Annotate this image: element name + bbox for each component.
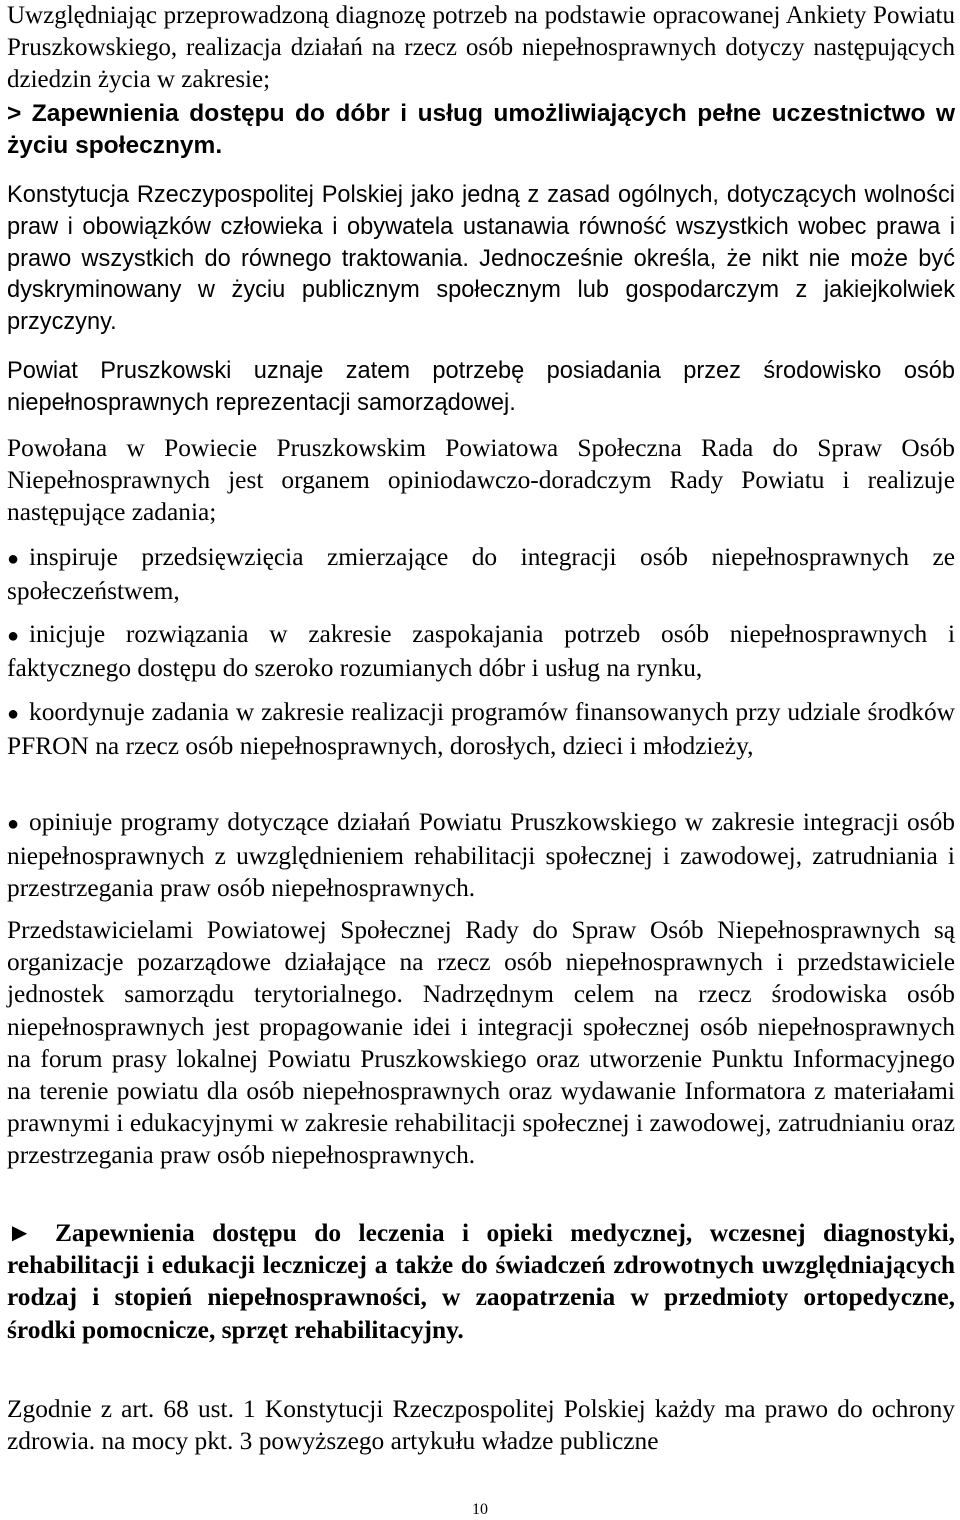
powiat-paragraph: Powiat Pruszkowski uznaje zatem potrzebę posiadania przez środowisko osób niepełnosprawnych reprezentacji samorządowej.	[7, 358, 955, 416]
intro-paragraph: Uwzględniając przeprowadzoną diagnozę potrzeb na podstawie opracowanej Ankiety Powiatu Pruszkowskiego, realizacja działań na rzecz osób niepełnosprawnych dotyczy następujących dziedzin życia w zakresie;	[7, 2, 955, 93]
bullet-icon: ●	[7, 548, 20, 570]
list-item	[7, 618, 955, 684]
page-number: 10	[472, 1501, 488, 1518]
list-item	[7, 696, 955, 762]
representatives-paragraph: Przedstawicielami Powiatowej Społecznej Rady do Spraw Osób Niepełnosprawnych są organizacje pozarządowe działające na rzecz osób niepełnosprawnych i przedstawiciele jednostek samorządu terytorialnego. Nadrzędnym celem na rzecz środowiska osób niepełnosprawnych jest propagowanie idei i integracji społecznej osób niepełnosprawnych na forum prasy lokalnej Powiatu Pruszkowskiego oraz utworzenie Punktu Informacyjnego na terenie powiatu dla osób niepełnosprawnych oraz wydawanie Informatora z materiałami prawnymi i edukacyjnymi w zakresie rehabilitacji społecznej i zawodowej, zatrudnianiu oraz przestrzegania praw osób niepełnosprawnych.	[7, 916, 955, 1170]
list-item-text: inspiruje przedsięwzięcia zmierzające do integracji osób niepełnosprawnych ze społeczeństwem,	[7, 543, 955, 606]
arrow-right-icon: ►	[7, 1219, 33, 1247]
section-heading-medical-care	[7, 1217, 955, 1346]
list-item-text: opiniuje programy dotyczące działań Powiatu Pruszkowskiego w zakresie integracji osób niepełnosprawnych z uwzględnieniem rehabilitacji społecznej i zawodowej, zatrudniania i przestrzegania praw osób niepełnosprawnych.	[7, 808, 955, 903]
section-heading-text: Zapewnienia dostępu do leczenia i opieki medycznej, wczesnej diagnostyki, rehabilitacji i edukacji leczniczej a także do świadczeń zdrowotnych uwzględniających rodzaj i stopień niepełnosprawności, w zaopatrzenia w przedmioty ortopedyczne, środki pomocnicze, sprzęt rehabilitacyjny.	[7, 1219, 955, 1344]
bullet-icon: ●	[7, 625, 20, 647]
list-item	[7, 541, 955, 607]
list-item-text: koordynuje zadania w zakresie realizacji programów finansowanych przy udziale środków PFRON na rzecz osób niepełnosprawnych, dorosłych, dzieci i młodzieży,	[7, 698, 955, 761]
health-right-paragraph: Zgodnie z art. 68 ust. 1 Konstytucji Rzeczpospolitej Polskiej każdy ma prawo do ochrony zdrowia. na mocy pkt. 3 powyższego artykułu władze publiczne	[7, 1395, 955, 1456]
council-paragraph: Powołana w Powiecie Pruszkowskim Powiatowa Społeczna Rada do Spraw Osób Niepełnosprawnych jest organem opiniodawczo-doradczym Rady Powiatu i realizuje następujące zadania;	[7, 434, 955, 527]
constitution-paragraph: Konstytucja Rzeczypospolitej Polskiej jako jedną z zasad ogólnych, dotyczących wolności praw i obowiązków człowieka i obywatela ustanawia równość wszystkich wobec prawa i prawo wszystkich do równego traktowania. Jednocześnie określa, że nikt nie może być dyskryminowany w życiu publicznym społecznym lub gospodarczym z jakiejkolwiek przyczyny.	[7, 182, 955, 336]
section-heading-access-goods: > Zapewnienia dostępu do dóbr i usług umożliwiających pełne uczestnictwo w życiu społecznym.	[7, 100, 955, 159]
list-item-text: inicjuje rozwiązania w zakresie zaspokajania potrzeb osób niepełnosprawnych i faktycznego dostępu do szeroko rozumianych dóbr i usług na rynku,	[7, 620, 955, 683]
list-item	[7, 806, 955, 905]
bullet-icon: ●	[7, 703, 20, 725]
bullet-icon: ●	[7, 813, 20, 835]
